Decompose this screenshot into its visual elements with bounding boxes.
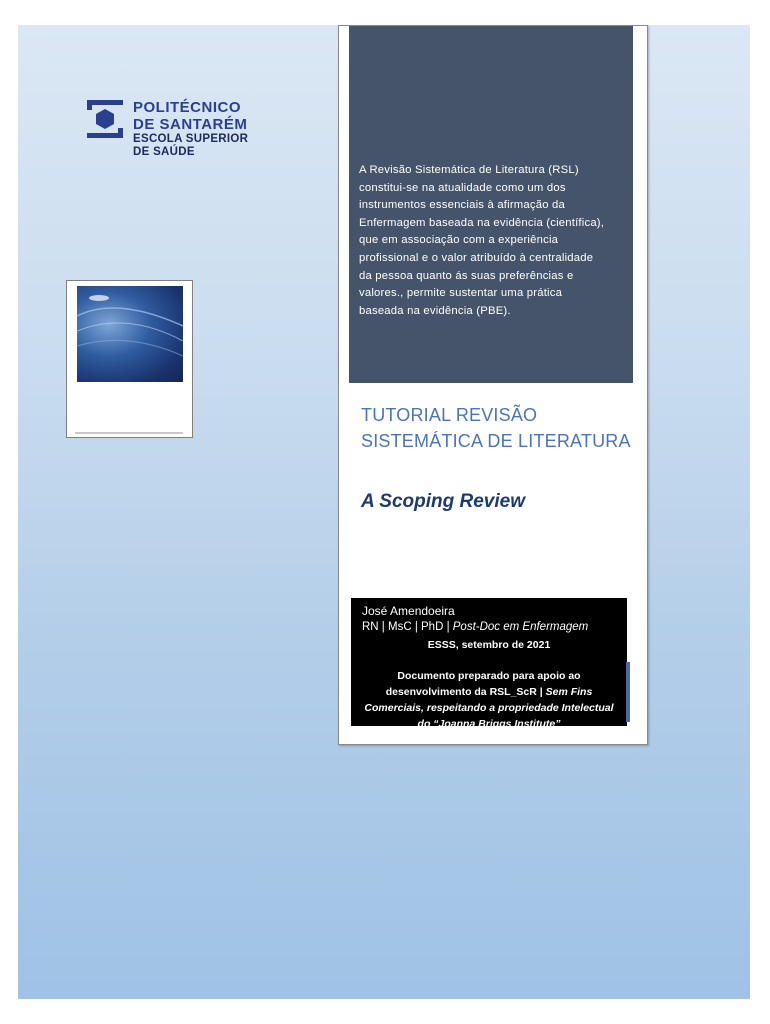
intro-text: A Revisão Sistemática de Literatura (RSL) constitui-se na atualidade como um dos instrumentos essenciais à afirmação da Enfermagem baseada na evidência (científica), que em associação com a experiência profissional e o valor atribuído à centralidade da pessoa quanto ás suas preferências e valores., permite sustentar uma prática baseada na evidência (PBE). <box>359 164 605 317</box>
author-box-accent <box>626 662 630 722</box>
thumbnail-caption-line <box>75 432 183 434</box>
logo-line-2: DE SANTARÉM <box>133 116 248 133</box>
author-name: José Amendoeira <box>362 604 455 618</box>
note-disclaimer: Sem Fins Comerciais, respeitando a propriedade Intelectual do “Joanna Briggs Institute” <box>364 686 614 730</box>
note-text: Documento preparado para apoio ao desenvolvimento da RSL_ScR | <box>385 670 581 698</box>
logo-line-3: ESCOLA SUPERIOR <box>133 133 249 145</box>
author-qualifications <box>362 621 588 633</box>
cover-panel <box>338 25 648 745</box>
thumbnail-abstract-image <box>77 286 183 382</box>
logo-line-4: DE SAÚDE <box>133 146 195 158</box>
logo-mark-icon <box>87 100 123 138</box>
document-thumbnail <box>66 280 193 438</box>
qualifications-text: RN | MsC | PhD | <box>362 621 453 633</box>
document-note <box>361 668 617 732</box>
institution-logo <box>87 100 267 170</box>
logo-line-1: POLITÉCNICO <box>133 99 242 116</box>
author-info-box <box>351 598 627 730</box>
document-subtitle: A Scoping Review <box>361 491 525 512</box>
qualifications-postdoc: Post-Doc em Enfermagem <box>452 621 589 633</box>
publication-date: ESSS, setembro de 2021 <box>427 639 551 651</box>
document-title: TUTORIAL REVISÃO SISTEMÁTICA DE LITERATURA <box>361 405 631 451</box>
